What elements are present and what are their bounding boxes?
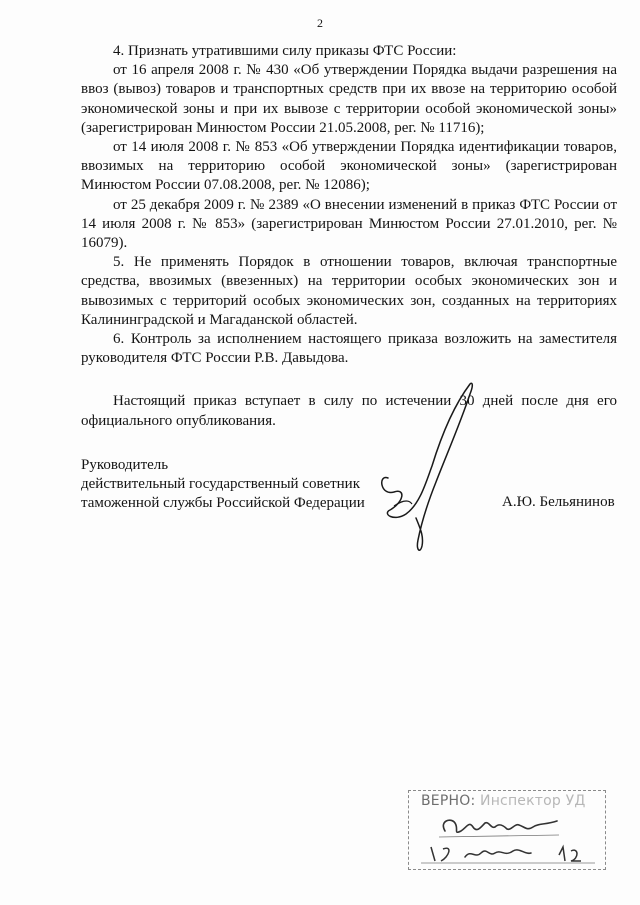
paragraph-item-5: 5. Не применять Порядок в отношении товаров, включая транспортные средства, ввозимых (ввезенных) на территории особых экономических зон и вывозимых с территорий особых экономических зон, созданных на территориях Калининградской и Магаданской областей. bbox=[81, 254, 617, 328]
paragraph-item-6: 6. Контроль за исполнением настоящего приказа возложить на заместителя руководителя ФТС России Р.В. Давыдова. bbox=[81, 331, 617, 367]
paragraph-item-4-heading: 4. Признать утратившими силу приказы ФТС России: bbox=[113, 43, 457, 59]
paragraph-order-2389: от 25 декабря 2009 г. № 2389 «О внесении изменений в приказ ФТС России от 14 июля 2008 г. № 853» (зарегистрирован Минюстом России 27.01.2010, рег. № 16079). bbox=[81, 196, 617, 252]
certification-stamp bbox=[408, 790, 606, 870]
document-body bbox=[81, 42, 617, 431]
handwritten-signature bbox=[360, 378, 480, 568]
stamp-label-tail: Инспектор УД bbox=[480, 793, 586, 809]
paragraph-order-853: от 14 июля 2008 г. № 853 «Об утверждении Порядка идентификации товаров, ввозимых на территорию особой экономической зоны» (зарегистрирован Минюстом России 07.08.2008, рег. № 12086); bbox=[81, 139, 617, 194]
page-number: 2 bbox=[317, 16, 323, 30]
signatory-title-line: Руководитель bbox=[81, 457, 169, 473]
signatory-name: А.Ю. Бельянинов bbox=[502, 494, 615, 510]
signatory-title-line: таможенной службы Российской Федерации bbox=[81, 495, 365, 512]
stamp-label-main: ВЕРНО: bbox=[421, 793, 476, 809]
paragraph-effective-date: Настоящий приказ вступает в силу по истечении 30 дней после дня его официального опубликования. bbox=[81, 393, 617, 429]
paragraph-order-430: от 16 апреля 2008 г. № 430 «Об утверждении Порядка выдачи разрешения на ввоз (вывоз) товаров и транспортных средств при их ввозе на территорию особой экономической зоны и при их вывозе с территории особой экономической зоны» (зарегистрирован Минюстом России 21.05.2008, рег. № 11716); bbox=[81, 62, 617, 136]
signatory-title-line: действительный государственный советник bbox=[81, 476, 361, 493]
stamp-handwriting bbox=[409, 791, 605, 869]
